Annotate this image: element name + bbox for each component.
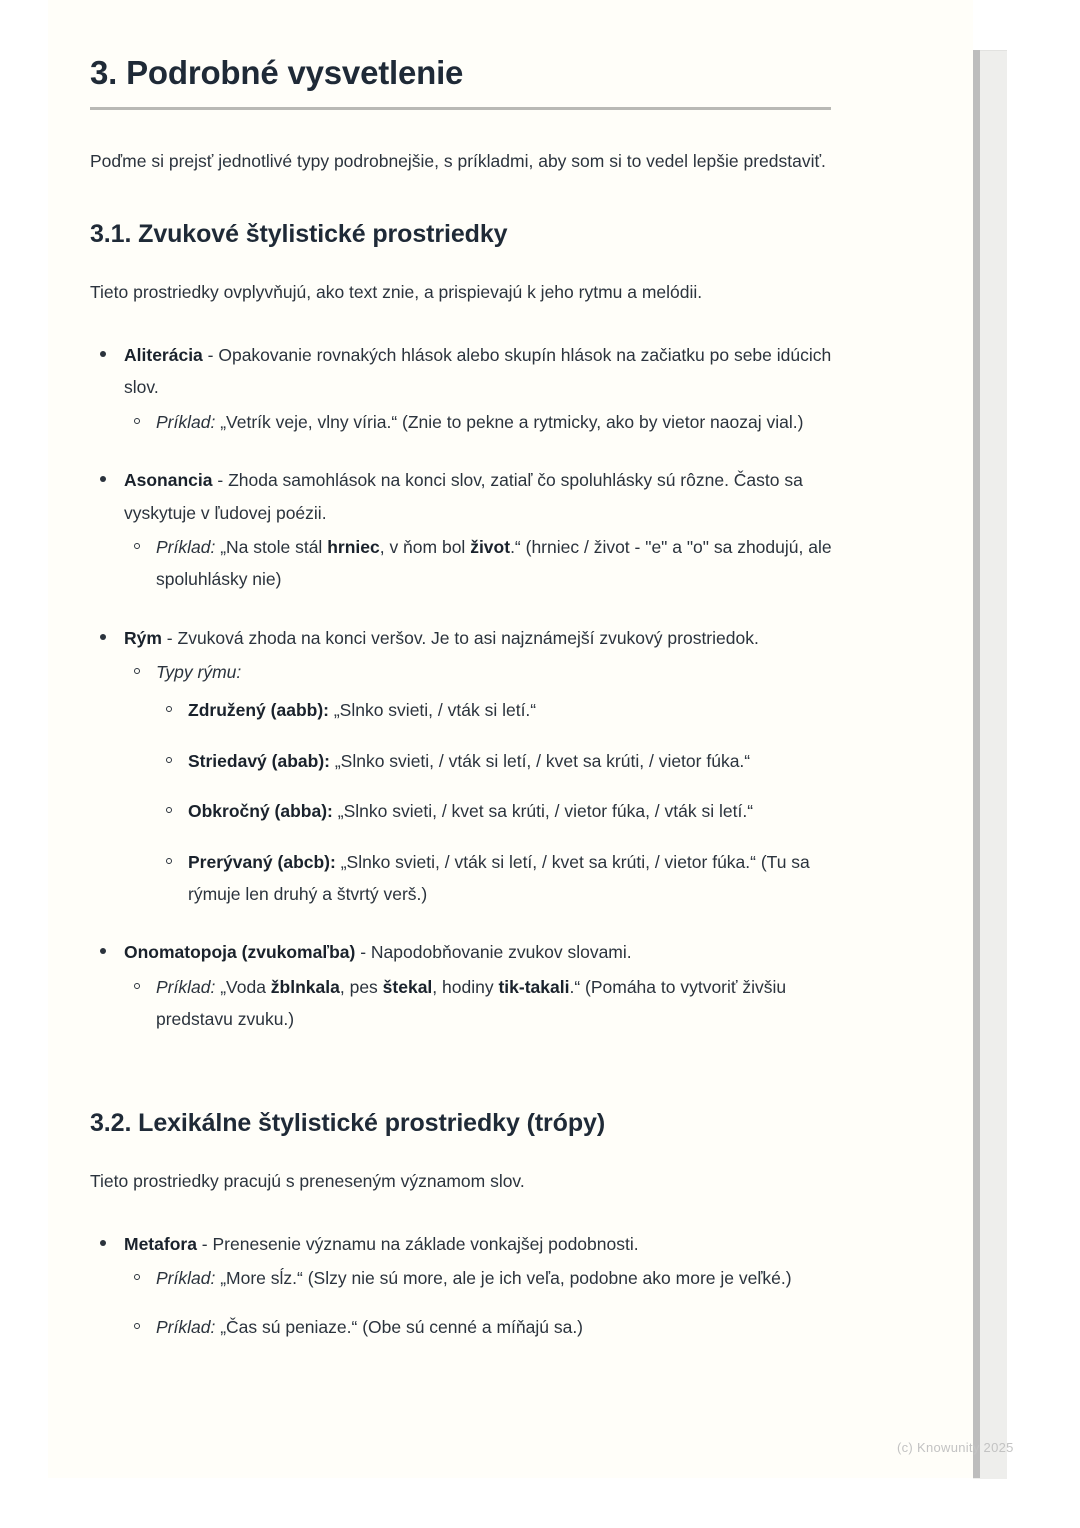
bullet-disc-icon [100,948,106,954]
list-item [124,1262,834,1294]
bullet-circle-icon [134,1323,140,1329]
bullet-circle-icon [134,543,140,549]
example-text: „Čas sú peniaze.“ (Obe sú cenné a míňajú sa.) [215,1316,584,1337]
term-label: Metafora [124,1234,197,1254]
list-item [124,531,834,596]
rhyme-type-name: Združený (aabb): [188,700,329,721]
bullet-circle-icon [134,668,140,674]
example-highlight-2: štekal [382,976,433,997]
rhyme-subgroup-list [124,656,834,910]
example-text-part-2: , pes [339,976,383,997]
list-item [90,622,834,911]
term-dash: - [212,470,229,491]
term-definition: Zhoda samohlások na konci slov, zatiaľ čo spoluhlásky sú rôzne. Často sa vyskytuje v ľudovej poézii. [124,470,803,523]
example-highlight-3: tik-takali [498,976,570,997]
bullet-circle-icon [134,418,140,424]
list-item [90,1228,834,1343]
bullet-circle-icon [166,807,172,813]
example-text-part-3: .“ (hrniec / život - "e" a "o" sa zhodujú, ale spoluhlásky nie) [156,536,832,590]
rhyme-type-name: Prerývaný (abcb): [188,851,336,872]
example-text: „More sĺz.“ (Slzy nie sú more, ale je ich veľa, podobne ako more je veľké.) [215,1268,792,1289]
device-list-3-1 [90,339,834,1035]
term-definition: Opakovanie rovnakých hlások alebo skupín hlások na začiatku po sebe idúcich slov. [124,345,832,398]
bullet-circle-icon [166,706,172,712]
example-label: Príklad: [156,411,216,432]
example-text-part-4: .“ (Pomáha to vytvoriť živšiu predstavu zvuku.) [156,976,787,1029]
list-item [90,936,834,1035]
example-highlight-1: hrniec [327,536,380,557]
example-text-part-1: „Voda [215,976,271,997]
section-heading-3-2: 3.2. Lexikálne štylistické prostriedky (trópy) [90,1109,606,1138]
document-page [48,0,973,1478]
vertical-scrollbar-thumb[interactable] [973,50,980,1478]
example-list [124,531,834,596]
term-label: Asonancia [124,470,213,491]
rhyme-type-name: Striedavý (abab): [188,750,330,771]
bullet-circle-icon [134,1274,140,1280]
subgroup-label: Typy rýmu: [156,662,242,682]
term-definition: Zvuková zhoda na konci veršov. Je to asi najznámejší zvukový prostriedok. [177,627,759,648]
bullet-circle-icon [166,858,172,864]
term-dash: - [355,942,371,963]
copyright-watermark: (c) Knowunity 2025 [897,1440,1014,1455]
rhyme-type-example: „Slnko svieti, / vták si letí.“ [328,700,537,721]
device-list-3-2 [90,1228,834,1343]
term-dash: - [196,1234,213,1254]
example-text-part-1: „Na stole stál [215,536,328,557]
term-dash: - [202,345,219,365]
rhyme-type-example: „Slnko svieti, / kvet sa krúti, / vietor fúka, / vták si letí.“ [332,801,754,822]
section-intro-3-1: Tieto prostriedky ovplyvňujú, ako text znie, a prispievajú k jeho rytmu a melódii. [90,281,703,302]
example-label: Príklad: [156,536,216,557]
term-label: Rým [124,627,162,648]
example-label: Príklad: [156,1316,216,1337]
list-item [90,339,834,438]
term-label: Onomatopoja (zvukomaľba) [124,942,356,963]
list-item [156,846,834,911]
example-list [124,1262,834,1343]
example-highlight-1: žblnkala [270,976,340,997]
document-intro-paragraph: Poďme si prejsť jednotlivé typy podrobnejšie, s príkladmi, aby som si to vedel lepšie predstaviť. [90,151,826,172]
rhyme-type-list [156,694,834,910]
content-column [90,0,834,1369]
list-item [124,1311,834,1343]
list-item [124,971,834,1036]
term-definition: Napodobňovanie zvukov slovami. [370,942,632,963]
list-item [124,656,834,910]
rhyme-type-example: „Slnko svieti, / vták si letí, / kvet sa krúti, / vietor fúka.“ (Tu sa rýmuje len druhý a štvrtý verš.) [188,851,810,904]
section-intro-3-2: Tieto prostriedky pracujú s preneseným významom slov. [90,1170,525,1191]
bullet-disc-icon [100,1240,106,1246]
section-heading-3-1: 3.1. Zvukové štylistické prostriedky [90,220,508,249]
rhyme-type-name: Obkročný (abba): [188,801,333,822]
term-definition: Prenesenie významu na základe vonkajšej podobnosti. [212,1234,639,1254]
bullet-disc-icon [100,634,106,640]
bullet-circle-icon [166,757,172,763]
bullet-disc-icon [100,351,106,357]
list-item [124,406,834,438]
list-item [90,464,834,596]
list-item [156,694,834,726]
list-item [156,795,834,827]
example-text-part-2: , v ňom bol [379,536,471,557]
bullet-disc-icon [100,476,106,482]
bullet-circle-icon [134,983,140,989]
example-label: Príklad: [156,1268,216,1289]
list-item [156,745,834,777]
example-list [124,406,834,438]
example-text-part-3: , hodiny [432,976,499,997]
example-list [124,971,834,1036]
page-title: 3. Podrobné vysvetlenie [90,54,464,91]
example-text: „Vetrík veje, vlny víria.“ (Znie to pekne a rytmicky, ako by vietor naozaj vial.) [215,411,804,432]
rhyme-type-example: „Slnko svieti, / vták si letí, / kvet sa krúti, / vietor fúka.“ [329,750,751,771]
example-highlight-2: život [470,536,511,557]
term-dash: - [161,627,178,648]
term-label: Aliterácia [124,345,203,365]
example-label: Príklad: [156,976,216,997]
